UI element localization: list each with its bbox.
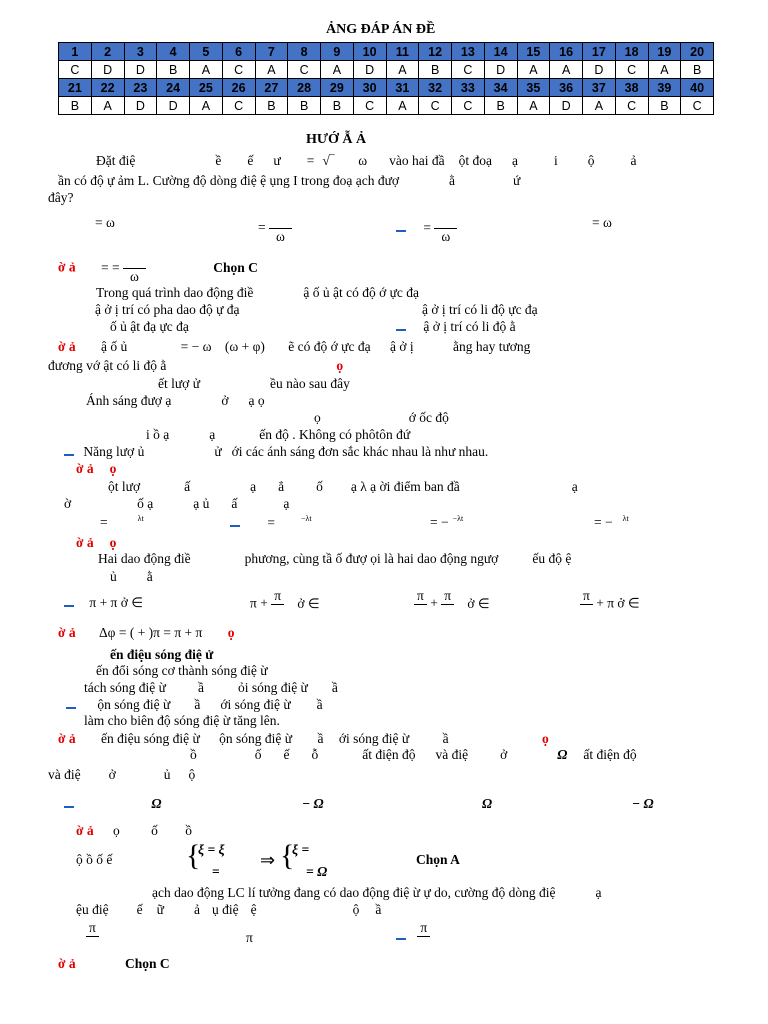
table-cell: D <box>484 61 517 79</box>
table-row <box>59 61 714 79</box>
selected-marker <box>396 929 406 940</box>
table-cell: A <box>190 61 223 79</box>
table-cell: 20 <box>681 43 714 61</box>
table-cell: 18 <box>615 43 648 61</box>
selected-marker <box>64 596 74 607</box>
table-cell: C <box>615 97 648 115</box>
q2-option-d: ậ ở ị trí có li độ ằ <box>396 319 516 335</box>
table-cell: B <box>681 61 714 79</box>
table-cell: 36 <box>550 79 583 97</box>
table-cell: D <box>91 61 124 79</box>
table-cell: 35 <box>517 79 550 97</box>
table-cell: D <box>124 61 157 79</box>
table-cell: C <box>59 61 92 79</box>
q2-option-b: ậ ở ị trí có li độ ực đạ <box>422 302 538 317</box>
q5-option-b: π + π ở ∈ <box>250 588 320 611</box>
table-cell: 22 <box>91 79 124 97</box>
q1-option-b: = ω <box>258 212 292 245</box>
answer-key-table <box>58 42 714 115</box>
table-cell: 25 <box>190 79 223 97</box>
table-cell: A <box>550 61 583 79</box>
q5-option-d: π + π ở ∈ <box>580 588 640 621</box>
q7-system1-line1: ξ = ξ <box>198 842 225 857</box>
selected-marker <box>230 516 240 527</box>
q7-option-d: − Ω <box>632 796 654 811</box>
table-row <box>59 97 714 115</box>
q4-solution: ờ ả ọ <box>76 535 117 550</box>
table-cell: 17 <box>583 43 616 61</box>
table-cell: B <box>255 97 288 115</box>
table-cell: A <box>91 97 124 115</box>
table-cell: C <box>615 61 648 79</box>
q7-solution-system-label: ộ ồ ố ế <box>76 852 113 867</box>
table-cell: 11 <box>386 43 419 61</box>
table-cell: 28 <box>288 79 321 97</box>
q3-option-b: ọ ớ ốc độ <box>314 410 449 425</box>
q7-option-c: Ω <box>482 796 493 811</box>
table-cell: B <box>419 61 452 79</box>
q8-option-c: π <box>396 920 430 953</box>
table-row <box>59 43 714 61</box>
q2-solution-line1: ờ ả ậ ố ủ = − ω (ω + φ) ẽ có độ ớ ực đạ ậ ở ị ằng hay tương <box>58 339 531 354</box>
q6-option-c: ộn sóng điệ ừ ầ ới sóng điệ ừ ầ <box>66 697 323 713</box>
table-cell: 19 <box>648 43 681 61</box>
table-cell: 30 <box>353 79 386 97</box>
q3-option-a: Ánh sáng đượ ạ ở ạ ọ <box>86 393 265 408</box>
table-cell: A <box>255 61 288 79</box>
table-cell: 26 <box>222 79 255 97</box>
table-cell: C <box>222 97 255 115</box>
table-cell: B <box>59 97 92 115</box>
q1-option-d: = ω <box>592 215 612 230</box>
table-cell: C <box>222 61 255 79</box>
table-cell: C <box>288 61 321 79</box>
table-cell: B <box>648 97 681 115</box>
table-cell: A <box>386 97 419 115</box>
table-cell: 13 <box>452 43 485 61</box>
q2-option-c: ố ủ ật đạ ực đạ <box>110 319 189 334</box>
table-cell: A <box>321 61 354 79</box>
table-cell: A <box>190 97 223 115</box>
table-cell: 34 <box>484 79 517 97</box>
table-cell: 32 <box>419 79 452 97</box>
table-cell: 14 <box>484 43 517 61</box>
q1-option-a: = ω <box>95 215 115 230</box>
table-cell: 40 <box>681 79 714 97</box>
table-cell: 2 <box>91 43 124 61</box>
table-cell: 7 <box>255 43 288 61</box>
brace-icon: { <box>186 839 201 872</box>
q7-system2-line1: ξ = <box>292 842 310 857</box>
table-cell: 21 <box>59 79 92 97</box>
table-cell: D <box>353 61 386 79</box>
q7-answer: Chọn A <box>416 852 460 867</box>
q5-solution: ờ ả Δφ = ( + )π = π + π ọ <box>58 625 235 640</box>
table-cell: 37 <box>583 79 616 97</box>
table-cell: 16 <box>550 43 583 61</box>
table-cell: A <box>517 61 550 79</box>
table-cell: C <box>681 97 714 115</box>
q6-option-d: làm cho biên độ sóng điệ ừ tăng lên. <box>84 713 280 728</box>
q4-option-d: = − $^{\lambda t}$ <box>594 514 629 530</box>
table-cell: C <box>452 97 485 115</box>
q7-system1-line2: = <box>212 864 220 879</box>
table-cell: 6 <box>222 43 255 61</box>
q5-option-c: π + π ở ∈ <box>414 588 490 621</box>
table-cell: 1 <box>59 43 92 61</box>
table-cell: 4 <box>157 43 190 61</box>
selected-marker <box>396 320 406 331</box>
table-cell: 8 <box>288 43 321 61</box>
table-cell: 3 <box>124 43 157 61</box>
answer-key-title: ẢNG ĐÁP ÁN ĐỀ <box>326 22 436 37</box>
q4-option-a: = $^{\lambda t}$ <box>100 514 144 530</box>
table-cell: D <box>157 97 190 115</box>
selected-marker <box>66 698 76 709</box>
q6-option-b: tách sóng điệ ừ ầ ỏi sóng điệ ừ ầ <box>84 680 338 695</box>
q8-solution: ờ ả Chọn C <box>58 956 170 971</box>
selected-marker <box>64 445 74 456</box>
table-cell: 29 <box>321 79 354 97</box>
table-cell: 39 <box>648 79 681 97</box>
table-cell: 24 <box>157 79 190 97</box>
q1-line1: Đặt điệ ề ế ư = √‾ ω vào hai đầ ột đoạ ạ i ộ ả <box>96 153 637 168</box>
q2-solution-line2: đương vớ ật có li độ ằ ọ <box>48 358 344 373</box>
table-cell: 27 <box>255 79 288 97</box>
table-cell: 31 <box>386 79 419 97</box>
q1-solution: ờ ả = = ω Chọn C <box>58 252 258 285</box>
q7-system2-line2: = Ω <box>306 864 328 879</box>
table-cell: D <box>124 97 157 115</box>
table-cell: C <box>452 61 485 79</box>
table-cell: 12 <box>419 43 452 61</box>
table-cell: B <box>157 61 190 79</box>
brace-icon: { <box>280 839 295 872</box>
selected-marker <box>396 221 406 232</box>
q3-option-c: i ồ ạ ạ ến độ . Không có phôtôn đứ <box>146 427 411 442</box>
table-cell: C <box>353 97 386 115</box>
table-cell: 15 <box>517 43 550 61</box>
q1-line3: đây? <box>48 190 74 205</box>
q1-option-c: = ω <box>396 212 457 245</box>
q2-option-a: ậ ở ị trí có pha dao độ ự đạ <box>95 302 240 317</box>
table-cell: C <box>419 97 452 115</box>
q5-stem-line2: ủ ằ <box>110 569 153 584</box>
table-cell: 5 <box>190 43 223 61</box>
table-cell: 23 <box>124 79 157 97</box>
table-cell: 33 <box>452 79 485 97</box>
table-cell: A <box>583 97 616 115</box>
table-row <box>59 79 714 97</box>
section-title: HƯỚ Ẫ Ả <box>306 132 367 147</box>
q6-solution: ờ ả ến điệu sóng điệ ừ ộn sóng điệ ừ ầ ới sóng điệ ừ ầ ọ <box>58 731 549 746</box>
table-cell: 9 <box>321 43 354 61</box>
q7-option-a: Ω <box>64 796 161 812</box>
q7-solution-label: ờ ả ọ ố ồ <box>76 823 192 838</box>
q7-option-b: − Ω <box>302 796 324 811</box>
q6-option-a: ến đổi sóng cơ thành sóng điệ ừ <box>96 663 268 678</box>
q2-stem: Trong quá trình dao động điề ậ ố ủ ật có độ ớ ực đạ <box>96 285 420 300</box>
q5-option-a: π + π ở ∈ <box>64 595 143 611</box>
table-cell: 38 <box>615 79 648 97</box>
table-cell: A <box>517 97 550 115</box>
q7-stem-line2: và điệ ở ủ ộ <box>48 767 196 782</box>
q4-option-c: = − $^{-\lambda t}$ <box>430 514 464 530</box>
table-cell: A <box>386 61 419 79</box>
q4-option-b: = $^{-\lambda t}$ <box>230 514 312 531</box>
table-cell: B <box>321 97 354 115</box>
q1-line2: ần có độ ự ảm L. Cường độ dòng điệ ệ ụng I trong đoạ ạch đượ ằ ứ <box>58 173 521 188</box>
q3-option-d: Năng lượ ủ ử ới các ánh sáng đơn sắc khác nhau là như nhau. <box>64 444 488 460</box>
table-cell: B <box>484 97 517 115</box>
q4-stem-line2: ờ ố ạ ạ ủ ấ ạ <box>64 496 290 511</box>
table-cell: A <box>648 61 681 79</box>
table-cell: D <box>583 61 616 79</box>
q4-stem-line1: ột lượ ấ ạ ẳ ố ạ λ ạ ời điểm ban đầ ạ <box>108 479 578 494</box>
selected-marker <box>64 797 74 808</box>
table-cell: 10 <box>353 43 386 61</box>
implies-arrow-icon: ⇒ <box>260 850 276 870</box>
q6-stem: ến điệu sóng điệ ử <box>110 647 214 662</box>
table-cell: B <box>288 97 321 115</box>
q8-option-a: π <box>86 920 99 953</box>
table-cell: D <box>550 97 583 115</box>
q7-stem-line1: ồ ố ế ỗ ất điện độ và điệ ở Ω ất điện độ <box>190 747 637 762</box>
q5-stem-line1: Hai dao động điề phương, cùng tầ ố đượ ọi là hai dao động ngượ ếu độ ệ <box>98 551 572 566</box>
q8-option-b: π <box>246 930 253 945</box>
q8-stem-line1: ạch dao động LC lí tưởng đang có dao động điệ ừ ự do, cường độ dòng điệ ạ <box>152 885 602 900</box>
q3-stem: ết lượ ử ều nào sau đây <box>158 376 350 391</box>
q8-stem-line2: ệu điệ ế ữ ả ụ điệ ệ ộ ầ <box>76 902 382 917</box>
q3-solution: ờ ả ọ <box>76 461 117 476</box>
